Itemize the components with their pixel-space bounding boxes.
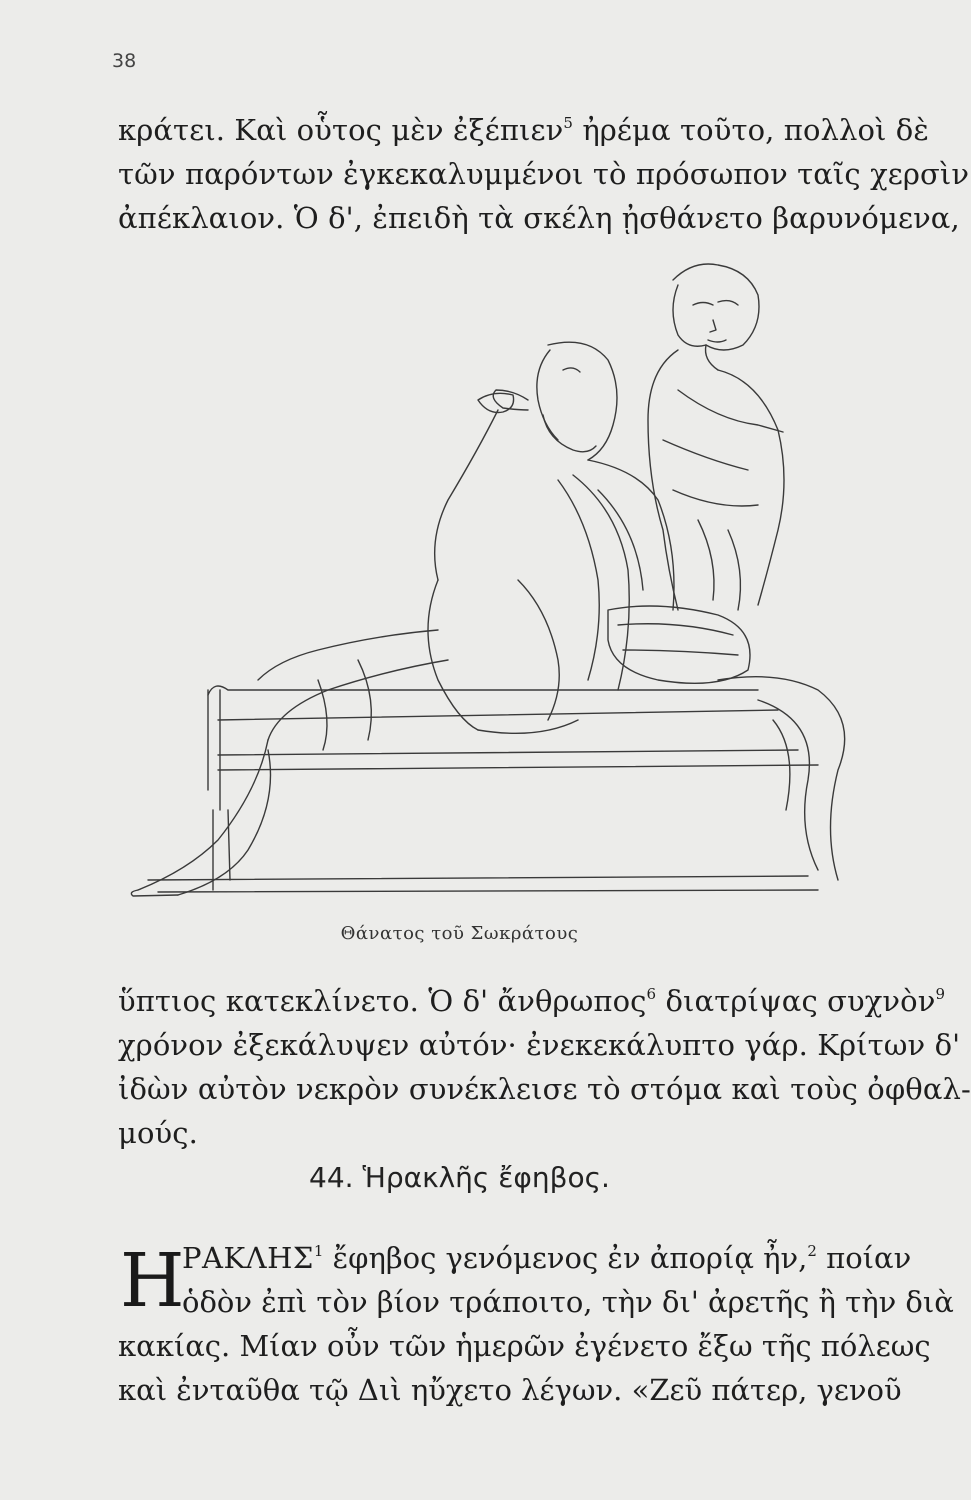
text-segment: ΡΑΚΛΗΣ [182,1241,314,1275]
footnote-marker: 5 [563,114,573,132]
text-segment: ἠρέμα τοῦτο, πολλοὶ δὲ [582,113,930,147]
section-heading: 44. Ἡρακλῆς ἔφηβος. [309,1161,610,1194]
death-of-socrates-illustration [118,250,858,918]
text-line [182,1236,912,1280]
text-line: κακίας. Μίαν οὖν τῶν ἡμερῶν ἐγένετο ἔξω τῆς πόλεως [118,1329,931,1363]
footnote-marker: 1 [313,1242,324,1260]
text-line: ὁδὸν ἐπὶ τὸν βίον τράποιτο, τὴν δι' ἀρετῆς ἢ τὴν διὰ [182,1285,954,1319]
text-segment: κράτει. Καὶ οὗτος μὲν ἐξέπιεν [118,113,564,147]
footnote-marker: 2 [807,1242,817,1260]
footnote-marker: 6 [646,985,657,1003]
text-line: ἰδὼν αὐτὸν νεκρὸν συνέκλεισε τὸ στόμα καὶ τοὺς ὀφθαλ- [118,1072,971,1106]
text-segment: διατρίψας συχνὸν [656,984,936,1018]
text-line: ἀπέκλαιον. Ὁ δ', ἐπειδὴ τὰ σκέλη ᾐσθάνετο βαρυνόμενα, [118,201,960,235]
text-segment: ποίαν [816,1241,912,1275]
footnote-marker: 9 [935,985,946,1003]
text-line: χρόνον ἐξεκάλυψεν αὐτόν· ἐνεκεκάλυπτο γάρ. Κρίτων δ' [118,1028,961,1062]
text-line: τῶν παρόντων ἐγκεκαλυμμένοι τὸ πρόσωπον ταῖς χερσὶν [118,157,970,191]
text-line: καὶ ἐνταῦθα τῷ Διὶ ηὔχετο λέγων. «Ζεῦ πάτερ, γενοῦ [118,1373,902,1407]
top-paragraph [118,108,970,240]
illustration-caption: Θάνατος τοῦ Σωκράτους [340,923,579,944]
drop-cap: H [120,1238,185,1324]
text-segment: ἔφηβος γενόμενος ἐν ἀπορίᾳ ἦν, [323,1241,808,1275]
section-paragraph [118,1236,954,1412]
page-number: 38 [112,50,137,72]
text-line [118,108,930,152]
text-line: μούς. [118,1116,198,1150]
text-segment: ὕπτιος κατεκλίνετο. Ὁ δ' ἄνθρωπος [118,984,647,1018]
bottom-paragraph [118,979,971,1155]
text-line [118,979,946,1023]
